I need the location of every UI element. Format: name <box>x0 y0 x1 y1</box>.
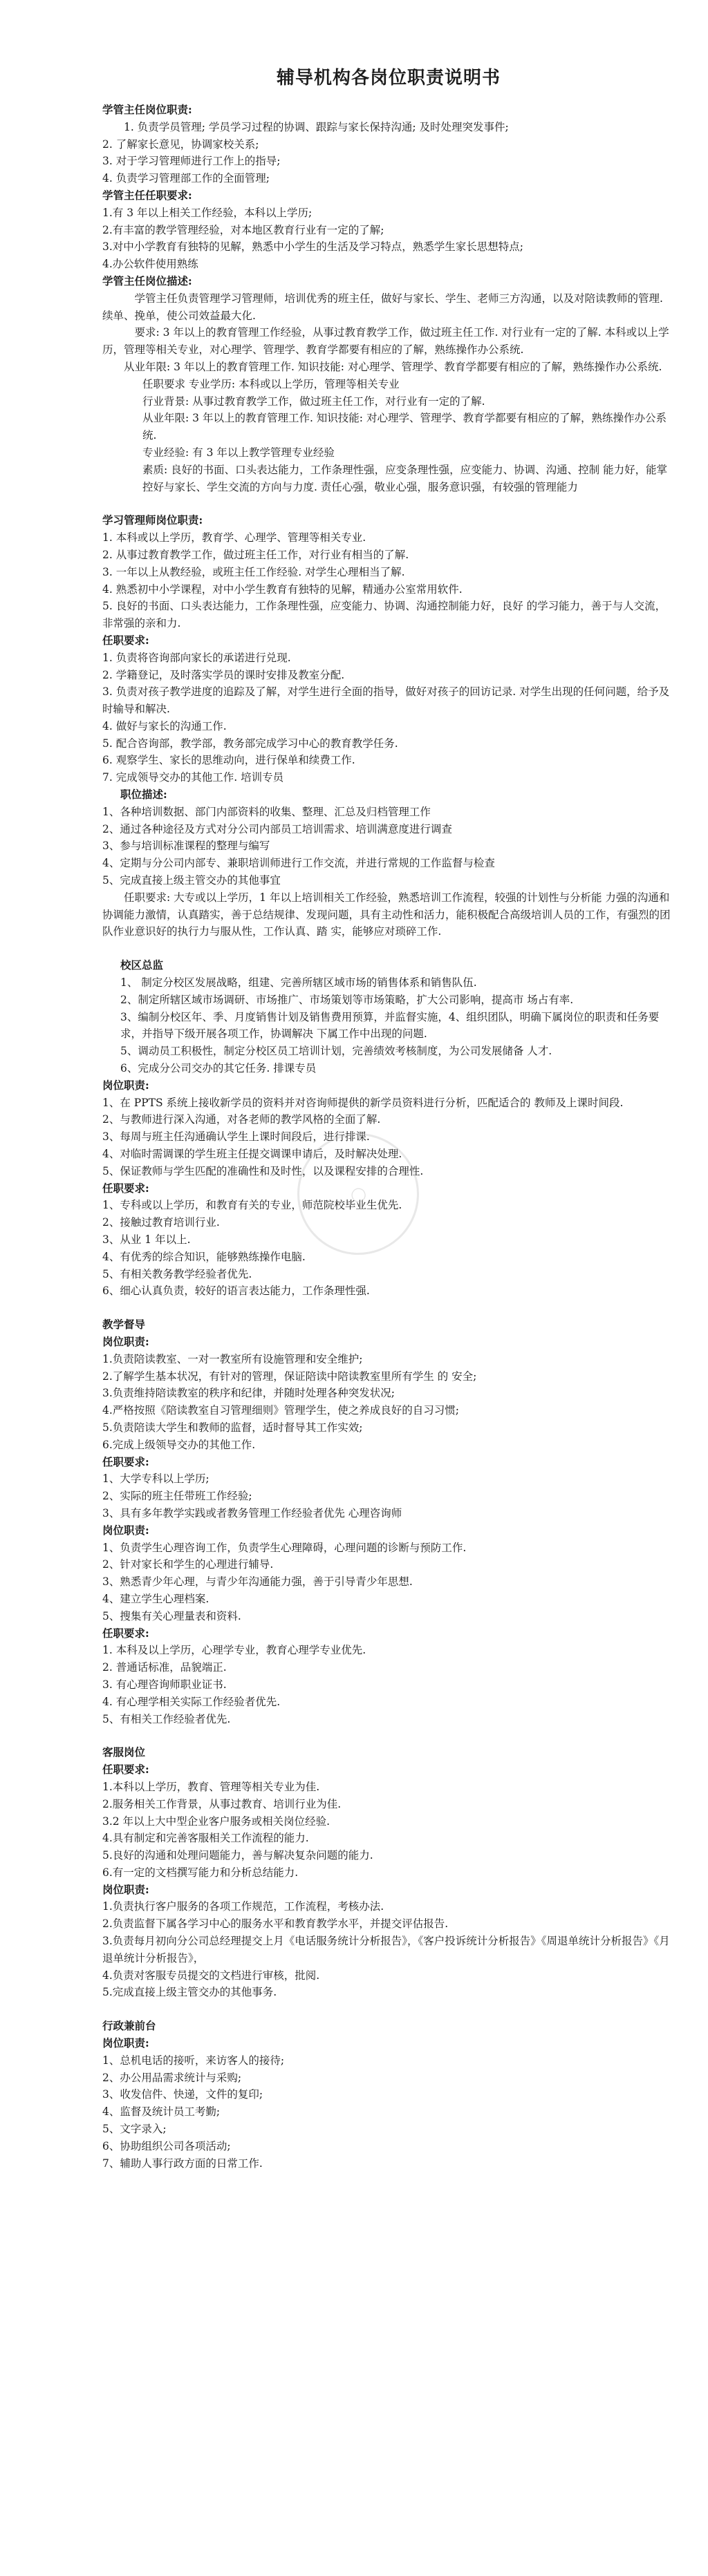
paragraph: 3.对中小学教育有独特的见解，熟悉中小学生的生活及学习特点，熟悉学生家长思想特点; <box>102 240 524 254</box>
section-heading: 学管主任岗位描述: <box>102 274 192 287</box>
paragraph: 3.2 年以上大中型企业客户服务或相关岗位经验. <box>102 1815 330 1828</box>
paragraph: 1、大学专科以上学历; <box>102 1472 209 1486</box>
paragraph: 1. 负责学员管理; 学员学习过程的协调、跟踪与家长保持沟通; 及时处理突发事件; <box>124 120 509 133</box>
paragraph: 6、协助组织公司各项活动; <box>102 2139 231 2152</box>
paragraph: 4.办公软件使用熟练 <box>102 258 198 271</box>
paragraph: 从业年限: 3 年以上的教育管理工作. 知识技能: 对心理学、管理学、教育学都要有相应的了解，熟练操作办公系统. <box>142 412 667 442</box>
paragraph: 5、保证教师与学生匹配的准确性和及时性，以及课程安排的合理性. <box>102 1164 424 1177</box>
paragraph: 学管主任负责管理学习管理师，培训优秀的班主任，做好与家长、学生、老师三方沟通，以及对陪读教师的管理. 续单、挽单，使公司效益最大化. <box>102 292 663 322</box>
paragraph: 2.有丰富的教学管理经验，对本地区教育行业有一定的了解; <box>102 223 384 236</box>
paragraph: 4、有优秀的综合知识，能够熟练操作电脑. <box>102 1250 306 1263</box>
paragraph: 2、针对家长和学生的心理进行辅导. <box>102 1558 274 1571</box>
paragraph: 4.严格按照《陪读教室自习管理细则》管理学生，使之养成良好的自习习惯; <box>102 1404 460 1417</box>
paragraph: 5、完成直接上级主管交办的其他事宜 <box>102 874 281 887</box>
paragraph: 1. 本科或以上学历，教育学、心理学、管理等相关专业. <box>102 531 366 544</box>
paragraph: 7、辅助人事行政方面的日常工作. <box>102 2157 263 2170</box>
paragraph: 5、有相关教务教学经验者优先. <box>102 1267 252 1280</box>
section-heading: 任职要求: <box>102 1455 149 1468</box>
paragraph: 2、通过各种途径及方式对分公司内部员工培训需求、培训满意度进行调查 <box>102 822 452 835</box>
paragraph: 7. 完成领导交办的其他工作. 培训专员 <box>102 771 284 784</box>
paragraph: 1、 制定分校区发展战略，组建、完善所辖区域市场的销售体系和销售队伍. <box>120 976 477 989</box>
section-heading: 岗位职责: <box>102 1882 149 1896</box>
paragraph: 2.负责监督下属各学习中心的服务水平和教育教学水平，并提交评估报告. <box>102 1917 449 1931</box>
paragraph: 2. 从事过教育教学工作，做过班主任工作，对行业有相当的了解. <box>102 548 409 561</box>
paragraph: 1.有 3 年以上相关工作经验，本科以上学历; <box>102 206 313 219</box>
paragraph: 1、各种培训数据、部门内部资料的收集、整理、汇总及归档管理工作 <box>102 805 431 818</box>
section-heading: 任职要求: <box>102 633 149 647</box>
section-heading: 岗位职责: <box>102 1334 149 1348</box>
paragraph: 5.负责陪读大学生和教师的监督，适时督导其工作实效; <box>102 1421 363 1434</box>
paragraph: 4、监督及统计员工考勤; <box>102 2105 221 2119</box>
section-heading: 岗位职责: <box>102 1078 149 1092</box>
paragraph: 3、参与培训标准课程的整理与编写 <box>102 840 270 853</box>
paragraph: 3、具有多年教学实践或者教务管理工作经验者优先 心理咨询师 <box>102 1506 402 1519</box>
paragraph: 1.负责执行客户服务的各项工作规范，工作流程，考核办法. <box>102 1900 384 1913</box>
paragraph: 5、文字录入; <box>102 2123 167 2136</box>
paragraph: 4.负责对客服专员提交的文档进行审核，批阅. <box>102 1969 320 1982</box>
section-heading: 教学督导 <box>102 1318 146 1332</box>
paragraph: 5.良好的沟通和处理问题能力，善与解决复杂问题的能力. <box>102 1849 373 1862</box>
paragraph: 3. 负责对孩子教学进度的追踪及了解，对学生进行全面的指导，做好对孩子的回访记录. 对学生出现的任何问题，给予及时输导和解决. <box>102 685 670 716</box>
paragraph: 3、编制分校区年、季、月度销售计划及销售费用预算，并监督实施，4、组织团队，明确下属岗位的职责和任务要求，并指导下级开展各项工作，协调解决 下属工作中出现的问题. <box>120 1010 660 1041</box>
paragraph: 1、总机电话的接听，来访客人的接待; <box>102 2054 285 2067</box>
section-heading: 客服岗位 <box>102 1745 146 1759</box>
section-heading: 行政兼前台 <box>102 2019 156 2033</box>
paragraph: 5、有相关工作经验者优先. <box>102 1712 231 1725</box>
paragraph: 3、从业 1 年以上. <box>102 1233 191 1246</box>
paragraph: 6.完成上级领导交办的其他工作. <box>102 1438 256 1451</box>
paragraph: 2、办公用品需求统计与采购; <box>102 2071 242 2084</box>
paragraph: 5. 配合咨询部，教学部，教务部完成学习中心的教育教学任务. <box>102 737 398 750</box>
paragraph: 行业背景: 从事过教育教学工作，做过班主任工作，对行业有一定的了解. <box>142 395 485 408</box>
section-spacer <box>102 2001 675 2018</box>
paragraph: 要求: 3 年以上的教育管理工作经验，从事过教育教学工作，做过班主任工作. 对行业有一定的了解. 本科或以上学历，管理等相关专业，对心理学、管理学、教育学都要有相应的了解，熟练操作办公系统. <box>102 326 669 357</box>
section-spacer <box>102 1300 675 1316</box>
section-spacer <box>102 940 675 957</box>
section-heading: 任职要求: <box>102 1763 149 1777</box>
paragraph: 4. 负责学习管理部工作的全面管理; <box>102 172 270 185</box>
paragraph: 2.服务相关工作背景，从事过教育、培训行业为佳. <box>102 1797 342 1810</box>
paragraph: 3. 对于学习管理师进行工作上的指导; <box>102 155 281 168</box>
paragraph: 4. 做好与家长的沟通工作. <box>102 719 227 732</box>
section-spacer <box>102 1727 675 1744</box>
paragraph: 6. 观察学生、家长的思维动向，进行保单和续费工作. <box>102 754 355 767</box>
paragraph: 4、定期与分公司内部专、兼职培训师进行工作交流，并进行常规的工作监督与检查 <box>102 857 495 870</box>
paragraph: 1、在 PPTS 系统上接收新学员的资料并对咨询师提供的新学员资料进行分析，匹配适合的 教师及上课时间段. <box>102 1096 624 1109</box>
paragraph: 5、调动员工积极性，制定分校区员工培训计划，完善绩效考核制度，为公司发展储备 人才. <box>120 1045 552 1058</box>
paragraph: 4、对临时需调课的学生班主任提交调课申请后，及时解决处理. <box>102 1148 402 1161</box>
section-heading: 任职要求: <box>102 1626 149 1640</box>
paragraph: 2. 了解家长意见，协调家校关系; <box>102 138 259 151</box>
paragraph: 1. 负责将咨询部向家长的承诺进行兑现. <box>102 651 291 664</box>
section-spacer <box>102 495 675 512</box>
paragraph: 3、收发信件、快递，文件的复印; <box>102 2088 263 2101</box>
section-heading: 校区总监 <box>120 958 164 972</box>
paragraph: 3、熟悉青少年心理，与青少年沟通能力强，善于引导青少年思想. <box>102 1575 413 1589</box>
paragraph: 3. 一年以上从教经验，或班主任工作经验. 对学生心理相当了解. <box>102 565 405 578</box>
paragraph: 6.有一定的文档撰写能力和分析总结能力. <box>102 1866 299 1879</box>
section-heading: 职位描述: <box>120 788 167 802</box>
section-heading: 岗位职责: <box>102 2036 149 2050</box>
paragraph: 2. 学籍登记，及时落实学员的课时安排及教室分配. <box>102 668 345 681</box>
paragraph: 3.负责维持陪读教室的秩序和纪律，并随时处理各种突发状况; <box>102 1387 395 1400</box>
paragraph: 任职要求: 大专或以上学历，1 年以上培训相关工作经验，熟悉培训工作流程，较强的计划性与分析能 力强的沟通和协调能力激情，认真踏实，善于总结规律、发现问题，具有主动性和活力，能积极配合高级培训人员的工作，有强烈的团队作业意识好的执行力与服从性，工作认真、踏 实，能够应对琐碎工作. <box>102 891 671 938</box>
paragraph: 从业年限: 3 年以上的教育管理工作. 知识技能: 对心理学、管理学、教育学都要有相应的了解，熟练操作办公系统. <box>124 360 662 373</box>
paragraph: 3.负责每月初向分公司总经理提交上月《电话服务统计分析报告》，《客户投诉统计分析报告》《周退单统计分析报告》《月退单统计分析报告》， <box>102 1935 670 1964</box>
paragraph: 5.完成直接上级主管交办的其他事务. <box>102 1986 277 1999</box>
paragraph: 2、接触过教育培训行业. <box>102 1216 220 1229</box>
section-heading: 任职要求: <box>102 1181 149 1195</box>
paragraph: 6、完成分公司交办的其它任务. 排课专员 <box>120 1062 317 1075</box>
paragraph: 4. 熟悉初中小学课程，对中小学生教育有独特的见解，精通办公室常用软件. <box>102 583 463 596</box>
watermark-seal-icon: ◯ <box>280 1116 436 1272</box>
paragraph: 1.负责陪读教室、一对一教室所有设施管理和安全维护; <box>102 1352 363 1365</box>
paragraph: 4. 有心理学相关实际工作经验者优先. <box>102 1695 281 1708</box>
paragraph: 2. 普通话标准，品貌端正. <box>102 1661 227 1674</box>
document-title: 辅导机构各岗位职责说明书 <box>276 68 501 88</box>
paragraph: 5、搜集有关心理量表和资料. <box>102 1609 241 1622</box>
paragraph: 专业经验: 有 3 年以上教学管理专业经验 <box>142 446 335 459</box>
section-heading: 学管主任岗位职责: <box>102 103 192 116</box>
paragraph: 2、制定所辖区域市场调研、市场推广、市场策划等市场策略，扩大公司影响，提高市 场占有率. <box>120 993 574 1006</box>
paragraph: 素质: 良好的书面、口头表达能力，工作条理性强，应变条理性强，应变能力、协调、沟通、控制 能力好，能掌控好与家长、学生交流的方向与力度. 责任心强，敬业心强，服务意识强，有较强的管理能力 <box>142 463 668 493</box>
paragraph: 3、每周与班主任沟通确认学生上课时间段后，进行排课. <box>102 1130 370 1144</box>
paragraph: 4.具有制定和完善客服相关工作流程的能力. <box>102 1832 309 1845</box>
paragraph: 3. 有心理咨询师职业证书. <box>102 1678 227 1691</box>
paragraph: 5. 良好的书面、口头表达能力，工作条理性强，应变能力、协调、沟通控制能力好，良好 的学习能力，善于与人交流，非常强的亲和力. <box>102 600 667 630</box>
document-body <box>102 102 675 2172</box>
paragraph: 1、专科或以上学历，和教育有关的专业，师范院校毕业生优先. <box>102 1199 402 1212</box>
section-heading: 学管主任任职要求: <box>102 188 192 202</box>
paragraph: 1、负责学生心理咨询工作，负责学生心理障碍，心理问题的诊断与预防工作. <box>102 1541 467 1554</box>
paragraph: 2、实际的班主任带班工作经验; <box>102 1490 252 1503</box>
paragraph: 6、细心认真负责，较好的语言表达能力，工作条理性强. <box>102 1285 370 1298</box>
paragraph: 1. 本科及以上学历，心理学专业，教育心理学专业优先. <box>102 1644 366 1657</box>
paragraph: 任职要求 专业学历: 本科或以上学历，管理等相关专业 <box>142 377 400 390</box>
paragraph: 1.本科以上学历，教育、管理等相关专业为佳. <box>102 1780 320 1793</box>
paragraph: 4、建立学生心理档案. <box>102 1592 209 1605</box>
paragraph: 2、与教师进行深入沟通，对各老师的教学风格的全面了解. <box>102 1113 381 1126</box>
section-heading: 学习管理师岗位职责: <box>102 513 203 527</box>
paragraph: 2.了解学生基本状况，有针对的管理，保证陪读中陪读教室里所有学生 的 安全; <box>102 1370 477 1383</box>
section-heading: 岗位职责: <box>102 1523 149 1537</box>
